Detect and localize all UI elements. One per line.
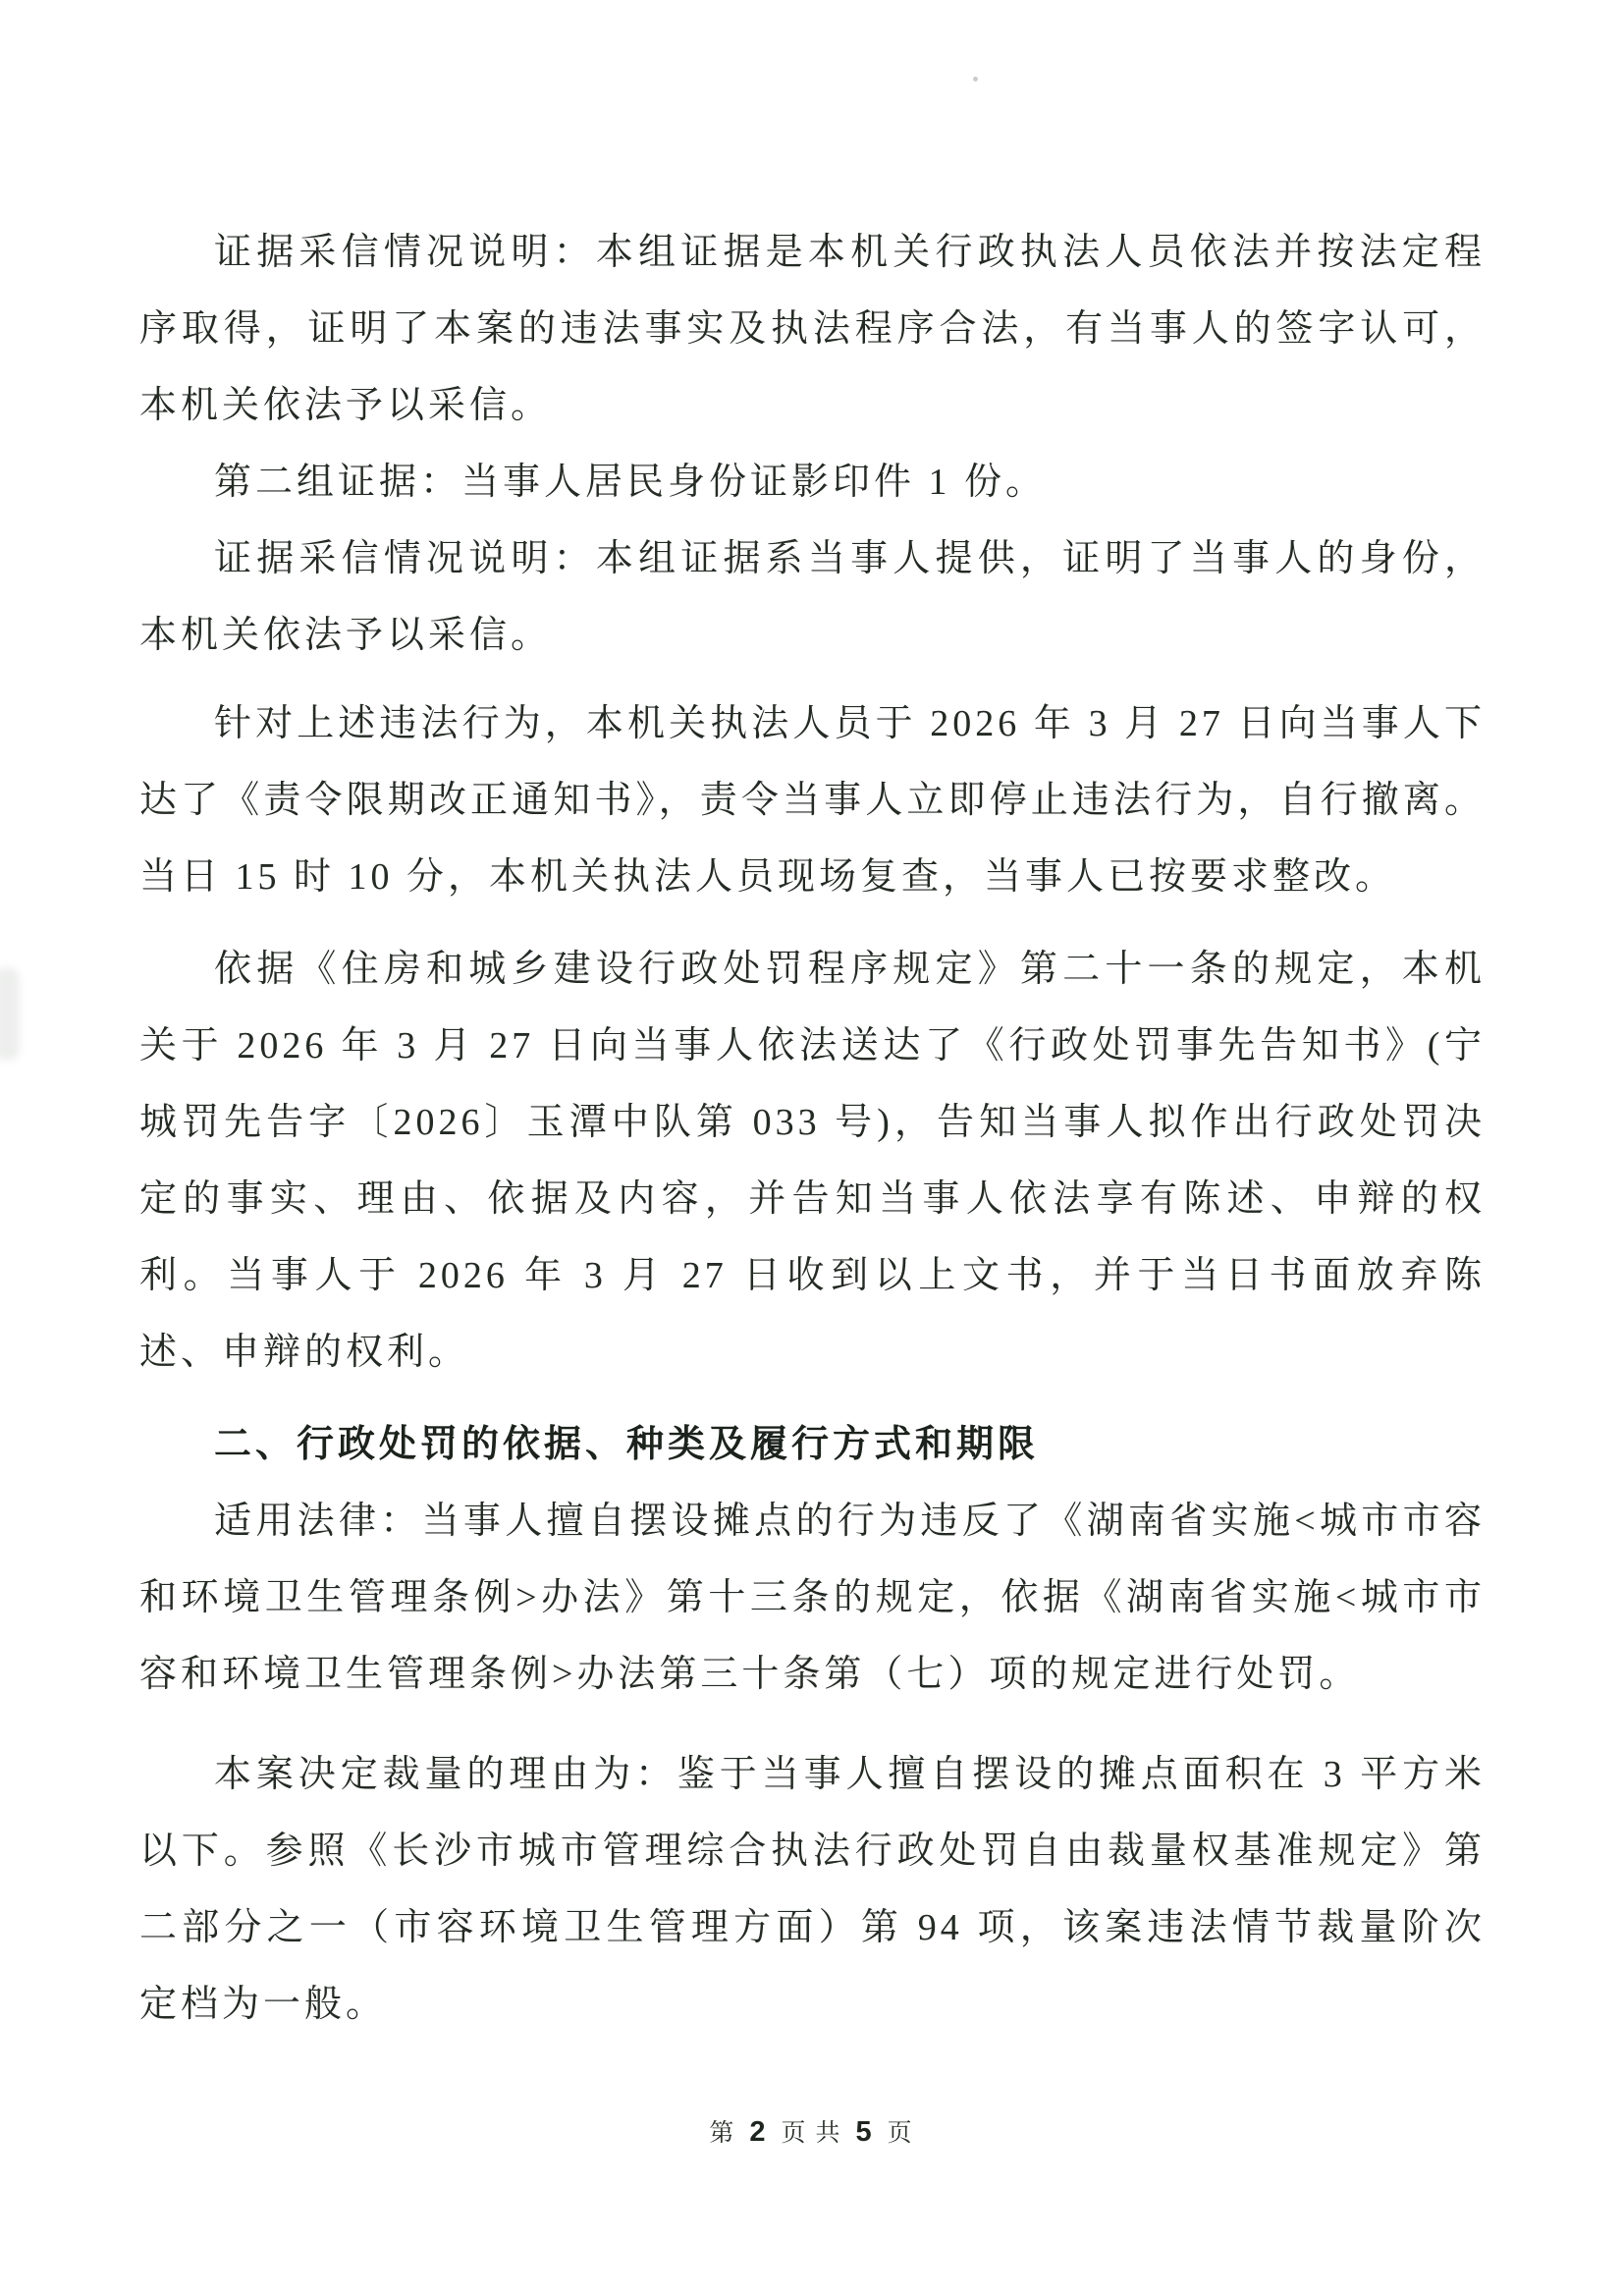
document-body: [139, 214, 1486, 2043]
footer-label-ye2: 页: [887, 2120, 914, 2147]
paragraph-correction-order: 针对上述违法行为，本机关执法人员于 2026 年 3 月 27 日向当事人下达了《责令限期改正通知书》，责令当事人立即停止违法行为，自行撤离。当日 15 时 10 分，本机关执法人员现场复查，当事人已按要求整改。: [139, 703, 1486, 898]
footer-label-di: 第: [709, 2120, 736, 2147]
footer-total-pages: 5: [855, 2116, 874, 2148]
paragraph-evidence-note-1: 证据采信情况说明：本组证据是本机关行政执法人员依法并按法定程序取得，证明了本案的违法事实及执法程序合法，有当事人的签字认可，本机关依法予以采信。: [139, 232, 1486, 426]
page-footer: [0, 2113, 1623, 2149]
footer-label-gong: 共: [815, 2120, 842, 2147]
paragraph-prior-notice: 依据《住房和城乡建设行政处罚程序规定》第二十一条的规定，本机关于 2026 年 3 月 27 日向当事人依法送达了《行政处罚事先告知书》(宁城罚先告字〔2026〕玉潭中队第 033 号)，告知当事人拟作出行政处罚决定的事实、理由、依据及内容，并告知当事人依法享有陈述、申辩的权利。当事人于 2026 年 3 月 27 日收到以上文书，并于当日书面放弃陈述、申辩的权利。: [139, 949, 1486, 1373]
scan-smudge-artifact: [0, 967, 20, 1061]
paragraph-evidence-note-2: 证据采信情况说明：本组证据系当事人提供，证明了当事人的身份，本机关依法予以采信。: [139, 538, 1486, 656]
section-heading-penalty-basis: 二、行政处罚的依据、种类及履行方式和期限: [214, 1424, 1040, 1465]
paragraph-evidence-group-2: 第二组证据：当事人居民身份证影印件 1 份。: [214, 462, 1048, 503]
footer-label-ye1: 页: [781, 2120, 808, 2147]
footer-current-page: 2: [749, 2116, 768, 2148]
paragraph-applicable-law: 适用法律：当事人擅自摆设摊点的行为违反了《湖南省实施<城市市容和环境卫生管理条例>办法》第十三条的规定，依据《湖南省实施<城市市容和环境卫生管理条例>办法第三十条第（七）项的规定进行处罚。: [139, 1501, 1486, 1695]
scan-speck-artifact: [973, 77, 978, 82]
paragraph-discretion-reason: 本案决定裁量的理由为：鉴于当事人擅自摆设的摊点面积在 3 平方米以下。参照《长沙市城市管理综合执法行政处罚自由裁量权基准规定》第二部分之一（市容环境卫生管理方面）第 94 项，该案违法情节裁量阶次定档为一般。: [139, 1754, 1486, 2025]
